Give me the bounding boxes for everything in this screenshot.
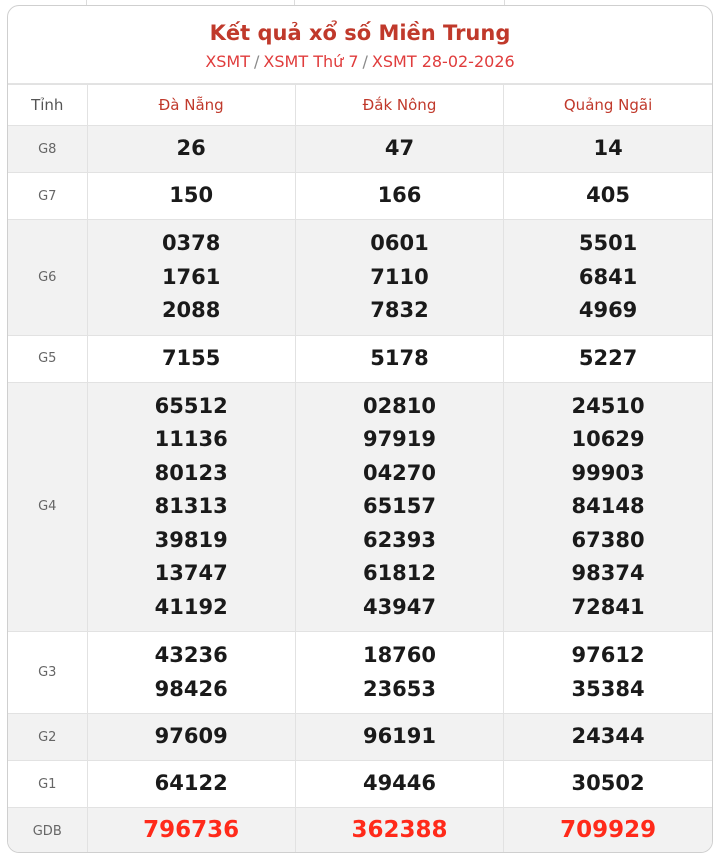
special-prize-number: 362388 xyxy=(351,817,448,844)
table-row xyxy=(8,632,712,714)
page-title: Kết quả xổ số Miền Trung xyxy=(209,21,511,45)
prize-number: 26 xyxy=(176,136,206,161)
table-header-row xyxy=(8,85,712,126)
prize-number: 41192 xyxy=(154,594,228,619)
prize-cell xyxy=(295,714,503,761)
prize-cell xyxy=(87,714,295,761)
prize-cell xyxy=(87,335,295,382)
prize-cell xyxy=(504,382,712,632)
special-prize-number: 709929 xyxy=(560,817,657,844)
table-row xyxy=(8,382,712,632)
column-header-dak-nong[interactable]: Đắk Nông xyxy=(295,85,503,126)
prize-number: 49446 xyxy=(362,771,437,796)
breadcrumb-separator: / xyxy=(362,52,368,71)
prize-label: G6 xyxy=(8,220,87,336)
prize-number: 18760 xyxy=(362,643,437,667)
column-header-da-nang[interactable]: Đà Nẵng xyxy=(87,85,295,126)
prize-label: G1 xyxy=(8,761,87,808)
prize-cell xyxy=(87,382,295,632)
prize-number: 10629 xyxy=(571,427,645,451)
prize-cell xyxy=(504,808,712,854)
prize-number: 97609 xyxy=(154,724,228,749)
prize-number: 14 xyxy=(593,136,623,161)
prize-number: 23653 xyxy=(362,676,437,701)
breadcrumb-link-xsmt-date[interactable]: XSMT 28-02-2026 xyxy=(371,52,515,71)
breadcrumb-link-xsmt[interactable]: XSMT xyxy=(205,52,251,71)
breadcrumb-separator: / xyxy=(254,52,260,71)
prize-cell xyxy=(295,382,503,632)
prize-number: 5227 xyxy=(578,345,638,370)
prize-number: 11136 xyxy=(154,427,228,451)
prize-number: 0601 xyxy=(370,231,429,255)
prize-label: G8 xyxy=(8,126,87,173)
prize-label: G5 xyxy=(8,335,87,382)
prize-number: 39819 xyxy=(154,527,228,552)
column-header-province: Tỉnh xyxy=(8,85,87,126)
prize-number: 7155 xyxy=(161,345,221,370)
prize-cell xyxy=(295,173,503,220)
prize-number: 4969 xyxy=(578,298,638,322)
prize-number: 7110 xyxy=(370,264,429,289)
table-row xyxy=(8,761,712,808)
prize-number: 84148 xyxy=(571,494,645,518)
results-card xyxy=(7,5,713,853)
results-table xyxy=(8,84,712,853)
prize-number: 0378 xyxy=(161,231,221,255)
prize-number: 150 xyxy=(169,183,214,208)
prize-cell xyxy=(295,220,503,336)
prize-label: G3 xyxy=(8,632,87,714)
prize-cell xyxy=(295,808,503,854)
breadcrumb-link-xsmt-thu7[interactable]: XSMT Thứ 7 xyxy=(263,52,359,71)
prize-cell xyxy=(504,632,712,714)
prize-number: 61812 xyxy=(362,561,437,585)
prize-cell xyxy=(87,126,295,173)
prize-number: 1761 xyxy=(161,264,221,289)
prize-number: 62393 xyxy=(362,527,437,552)
results-body xyxy=(8,126,712,854)
prize-cell xyxy=(504,126,712,173)
results-header xyxy=(8,6,712,84)
prize-cell xyxy=(504,220,712,336)
prize-number: 5178 xyxy=(370,345,429,370)
prize-number: 24510 xyxy=(571,393,645,418)
prize-cell xyxy=(295,335,503,382)
prize-label: G2 xyxy=(8,714,87,761)
prize-cell xyxy=(295,126,503,173)
table-row xyxy=(8,335,712,382)
prize-cell xyxy=(87,220,295,336)
prize-number: 166 xyxy=(377,183,422,208)
prize-cell xyxy=(87,808,295,854)
prize-number: 65512 xyxy=(154,393,228,418)
prize-cell xyxy=(87,173,295,220)
prize-label: GDB xyxy=(8,808,87,854)
prize-cell xyxy=(295,761,503,808)
prize-number: 24344 xyxy=(571,724,645,749)
prize-number: 13747 xyxy=(154,561,228,585)
prize-number: 6841 xyxy=(578,264,638,289)
prize-number: 64122 xyxy=(154,771,228,796)
prize-cell xyxy=(504,761,712,808)
prize-number: 98374 xyxy=(571,561,645,585)
prize-number: 43947 xyxy=(362,594,437,619)
prize-cell xyxy=(504,173,712,220)
table-row xyxy=(8,220,712,336)
prize-cell xyxy=(504,335,712,382)
prize-number: 96191 xyxy=(362,724,437,749)
prize-number: 81313 xyxy=(154,494,228,518)
prize-label: G7 xyxy=(8,173,87,220)
prize-number: 02810 xyxy=(362,393,437,418)
prize-number: 7832 xyxy=(370,298,429,322)
prize-number: 405 xyxy=(586,183,630,208)
prize-number: 47 xyxy=(384,136,415,161)
table-row xyxy=(8,808,712,854)
prize-cell xyxy=(87,761,295,808)
prize-number: 67380 xyxy=(571,527,645,552)
prize-label: G4 xyxy=(8,382,87,632)
prize-cell xyxy=(87,632,295,714)
prize-number: 80123 xyxy=(154,460,228,485)
prize-number: 30502 xyxy=(571,771,645,796)
prize-number: 2088 xyxy=(161,298,221,322)
column-header-quang-ngai[interactable]: Quảng Ngãi xyxy=(504,85,712,126)
prize-number: 65157 xyxy=(362,494,437,518)
prize-number: 72841 xyxy=(571,594,645,619)
table-row xyxy=(8,714,712,761)
prize-number: 43236 xyxy=(154,643,228,667)
special-prize-number: 796736 xyxy=(143,817,240,844)
prize-number: 99903 xyxy=(571,460,645,485)
prize-cell xyxy=(295,632,503,714)
table-row xyxy=(8,173,712,220)
prize-cell xyxy=(504,714,712,761)
prize-number: 98426 xyxy=(154,676,228,701)
prize-number: 97612 xyxy=(571,643,645,667)
prize-number: 35384 xyxy=(571,676,645,701)
table-row xyxy=(8,126,712,173)
prize-number: 5501 xyxy=(578,231,638,255)
breadcrumb xyxy=(8,52,712,72)
prize-number: 04270 xyxy=(362,460,437,485)
prize-number: 97919 xyxy=(362,427,437,451)
